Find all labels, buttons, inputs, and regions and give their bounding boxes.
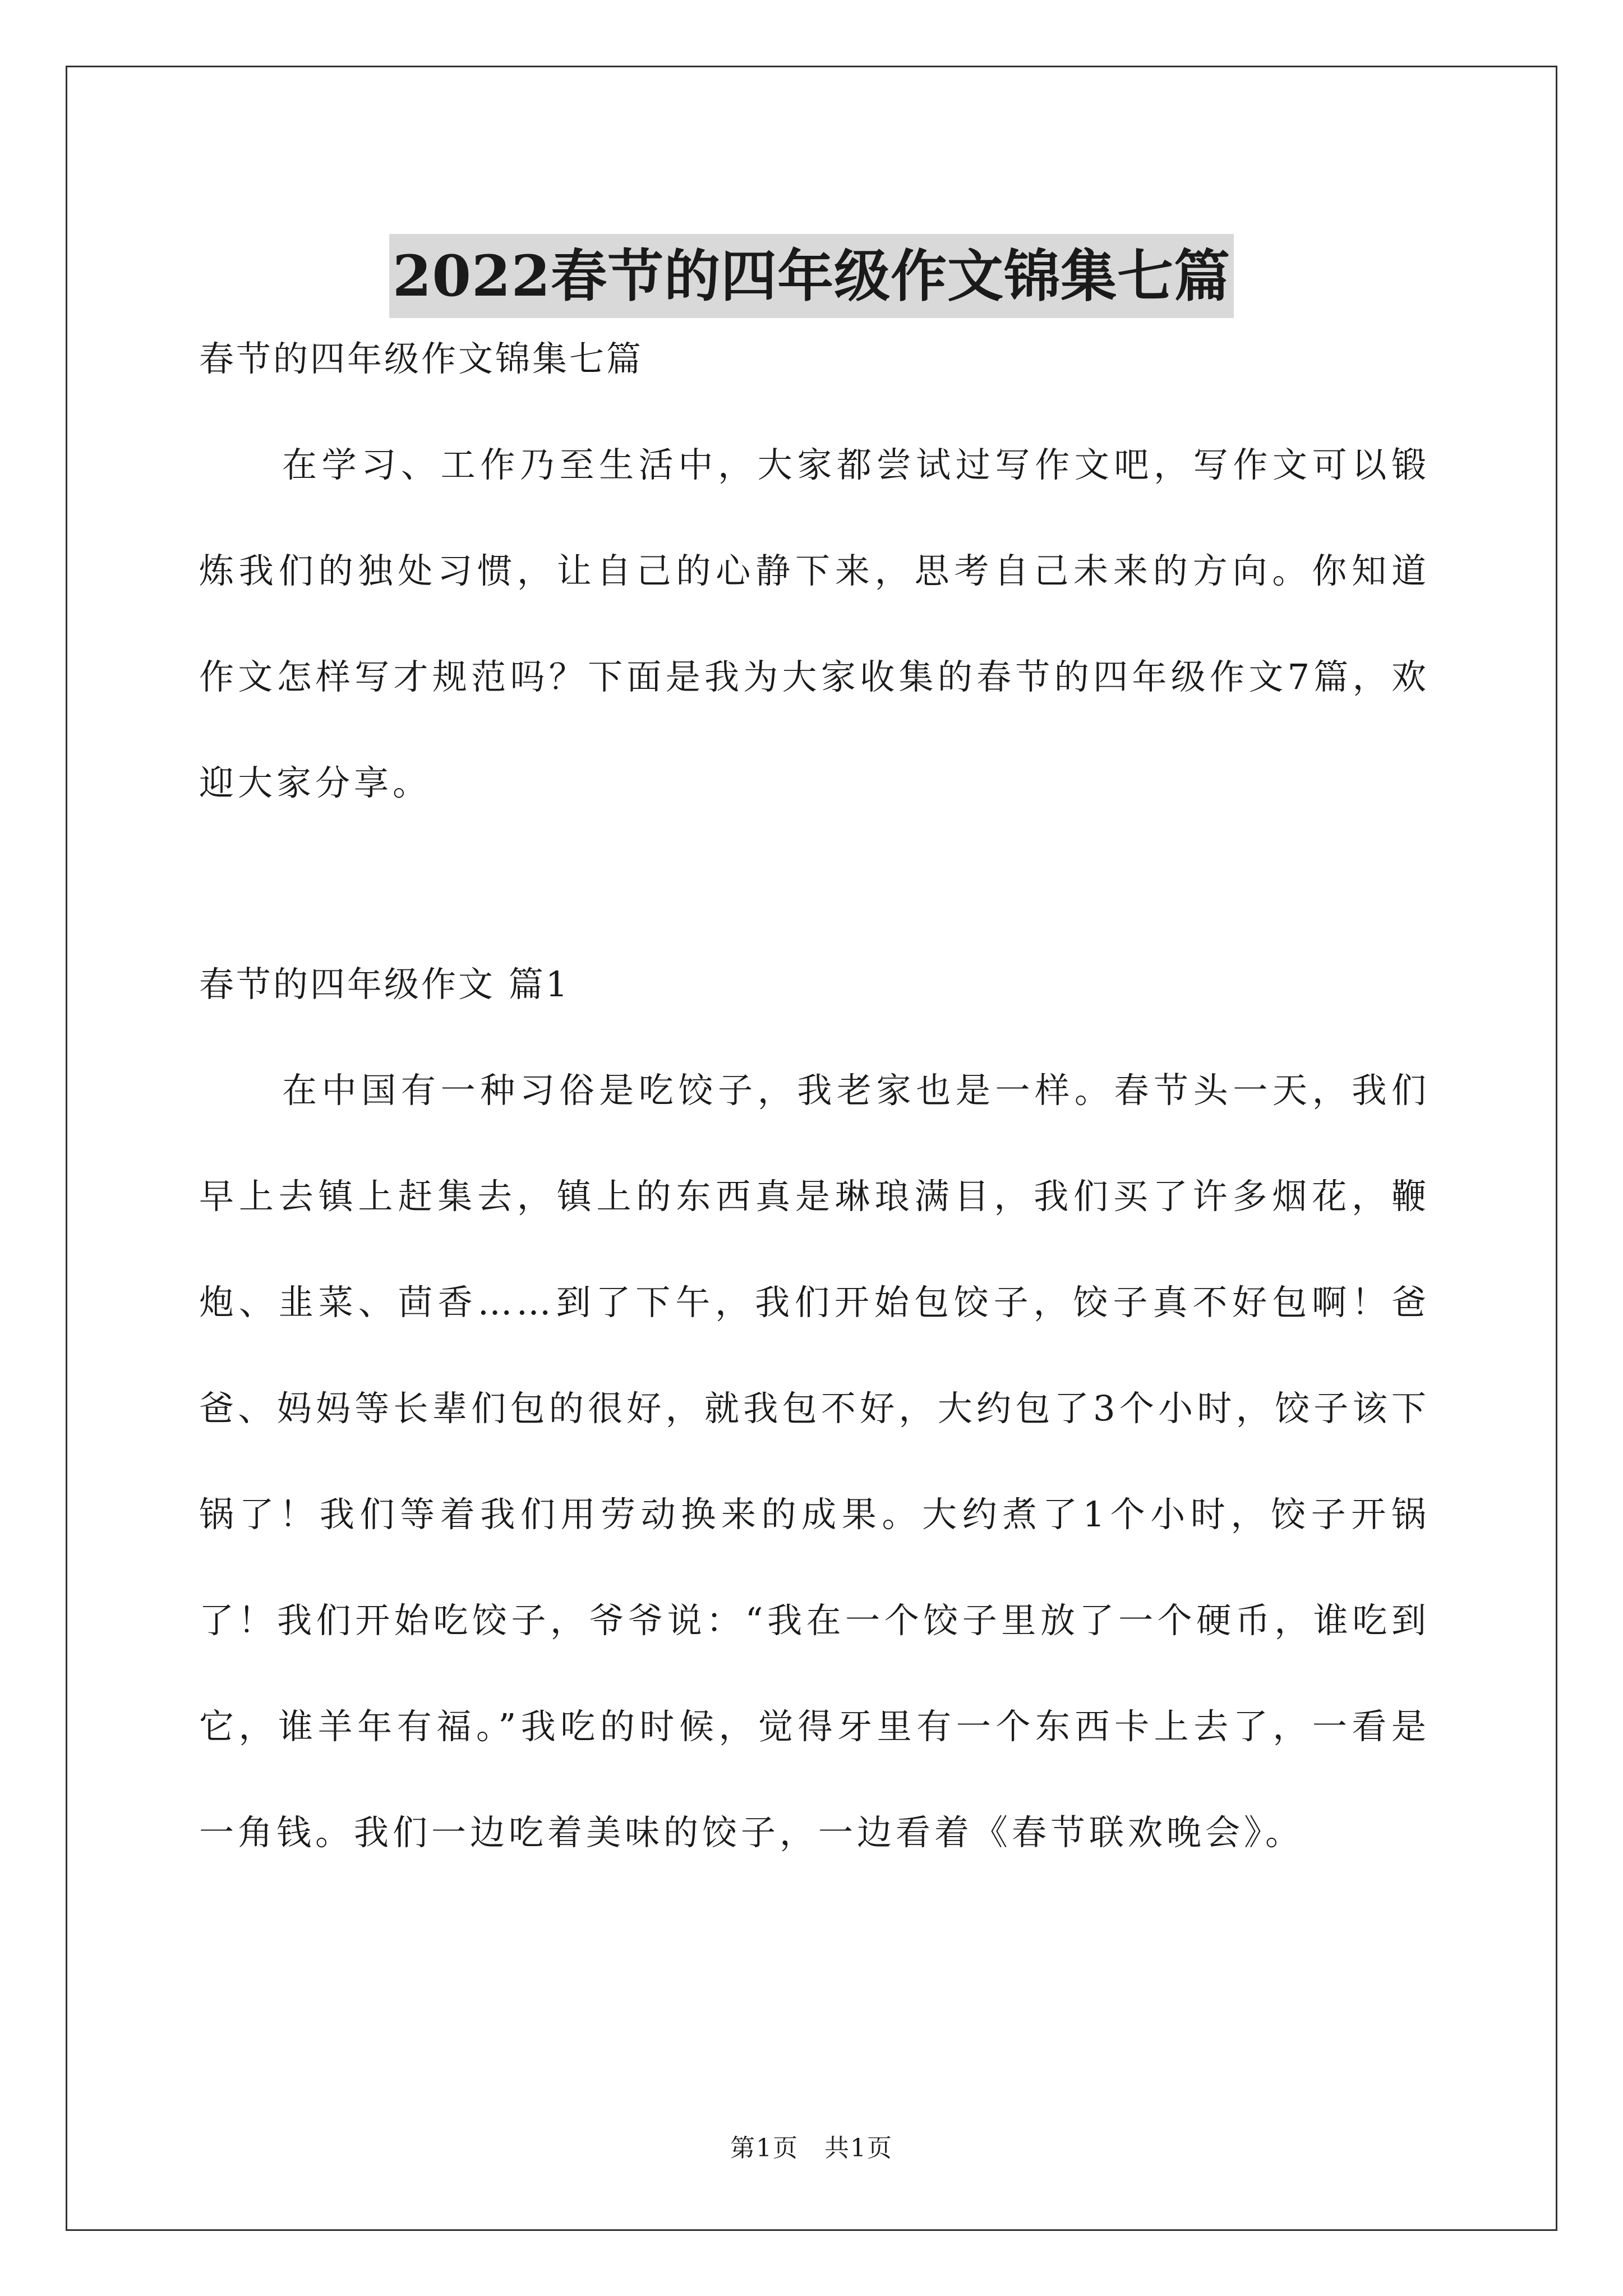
page-number: 第1页 bbox=[730, 2134, 799, 2162]
intro-paragraph: 在学习、工作乃至生活中，大家都尝试过写作文吧，写作文可以锻炼我们的独处习惯，让自己的心静下来，思考自己未来的方向。你知道作文怎样写才规范吗？下面是我为大家收集的春节的四年级作文7篇，欢迎大家分享。 bbox=[199, 444, 1430, 803]
section-paragraph: 在中国有一种习俗是吃饺子，我老家也是一样。春节头一天，我们早上去镇上赶集去，镇上的东西真是琳琅满目，我们买了许多烟花，鞭炮、韭菜、茴香……到了下午，我们开始包饺子，饺子真不好包啊！爸爸、妈妈等长辈们包的很好，就我包不好，大约包了3个小时，饺子该下锅了！我们等着我们用劳动换来的成果。大约煮了1个小时，饺子开锅了！我们开始吃饺子，爷爷说：“我在一个饺子里放了一个硬币，谁吃到它，谁羊年有福。”我吃的时候，觉得牙里有一个东西卡上去了，一看是一角钱。我们一边吃着美味的饺子，一边看着《春节联欢晚会》。 bbox=[199, 1070, 1430, 1853]
document-body bbox=[199, 306, 1430, 1885]
document-title: 2022春节的四年级作文锦集七篇 bbox=[389, 234, 1234, 318]
section-heading: 春节的四年级作文 篇1 bbox=[199, 964, 570, 1005]
page-footer bbox=[0, 2132, 1623, 2165]
page-total: 共1页 bbox=[824, 2134, 893, 2162]
document-subtitle: 春节的四年级作文锦集七篇 bbox=[199, 338, 644, 379]
section-spacer bbox=[199, 836, 1430, 931]
